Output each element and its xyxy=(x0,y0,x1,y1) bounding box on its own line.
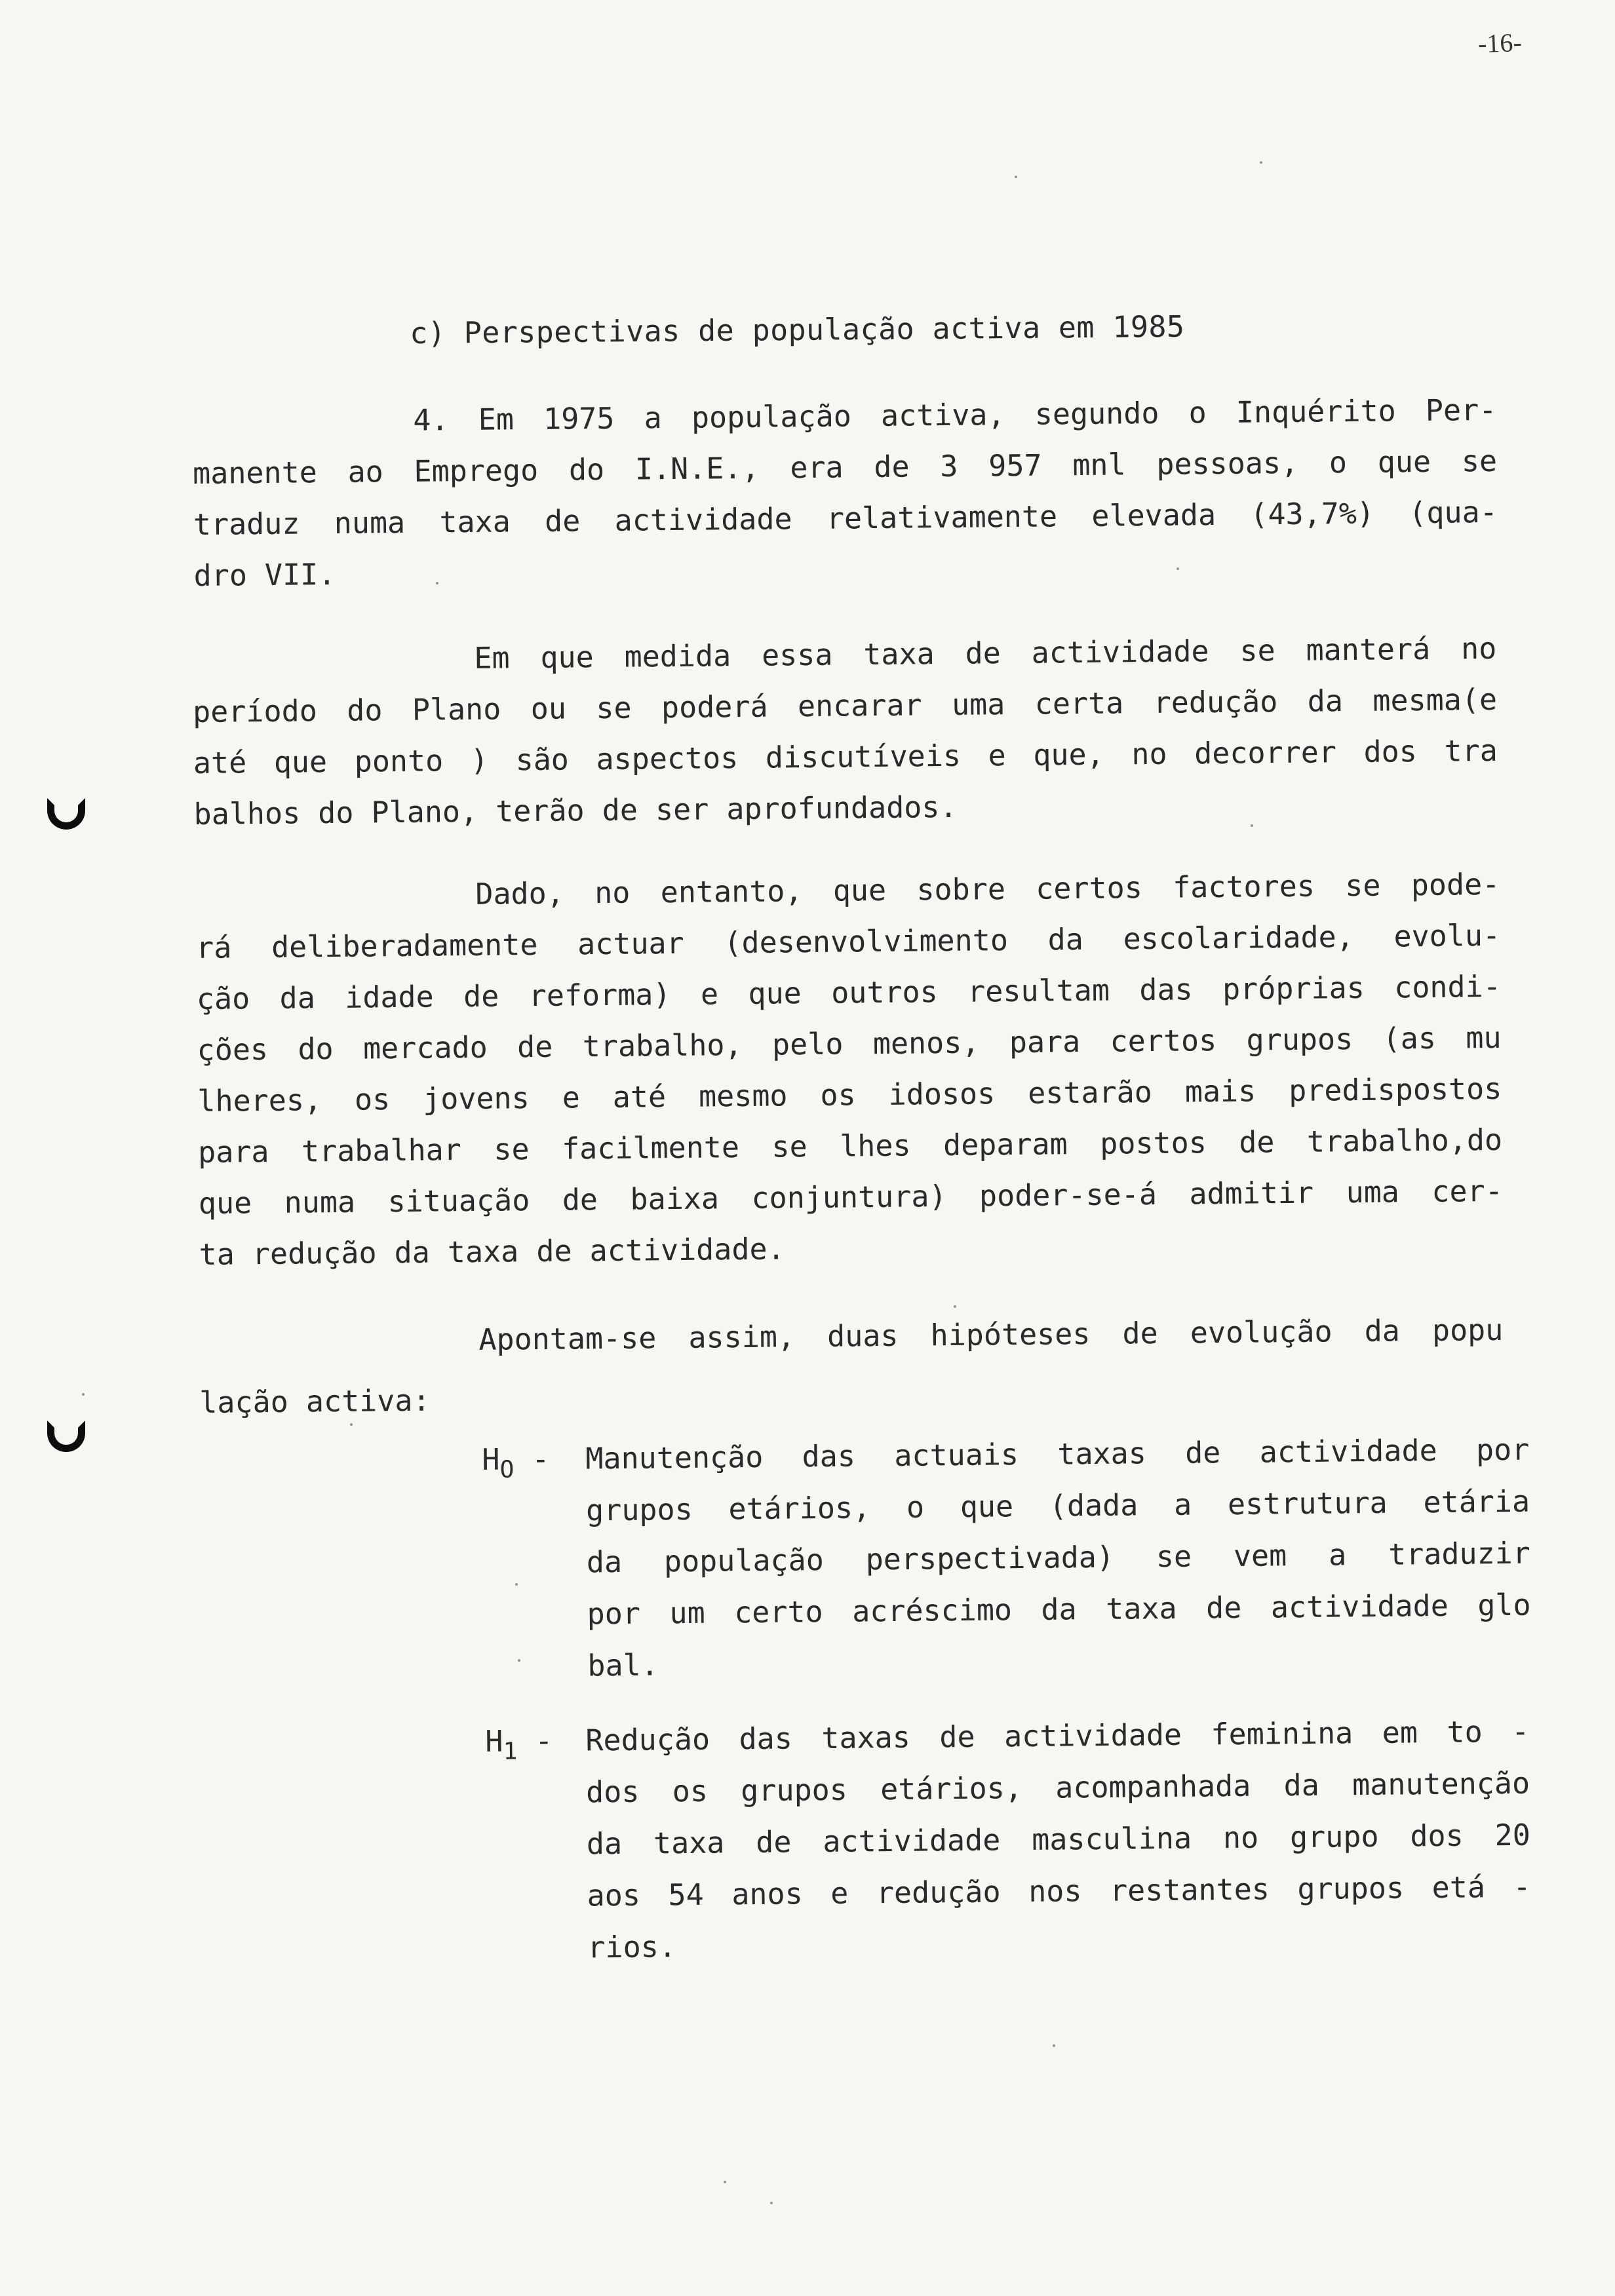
paragraph-line: até que ponto ) são aspectos discutíveis e que, no decorrer dos tra xyxy=(193,733,1498,780)
paragraph-line: ta redução da taxa de actividade. xyxy=(199,1231,785,1272)
scan-speck xyxy=(1177,567,1179,570)
paragraph-line: que numa situação de baixa conjuntura) poder-se-á admitir uma cer- xyxy=(198,1173,1504,1221)
paragraph-line: para trabalhar se facilmente se lhes deparam postos de trabalho,do xyxy=(197,1122,1503,1170)
scan-speck xyxy=(1251,824,1253,827)
hypothesis-label: $H_O$ - xyxy=(482,1442,550,1483)
scan-speck xyxy=(954,1305,956,1308)
paragraph-line: 4. Em 1975 a população activa, segundo o Inquérito Per- xyxy=(413,392,1497,438)
paragraph-line: ções do mercado de trabalho, pelo menos, para certos grupos (as mu xyxy=(197,1020,1502,1067)
paragraph-line: período do Plano ou se poderá encarar uma certa redução da mesma(e xyxy=(192,681,1498,729)
paragraph-2 xyxy=(192,623,1498,840)
paragraph-line: manente ao Emprego do I.N.E., era de 3 957 mnl pessoas, o que se xyxy=(192,443,1498,491)
paragraph-line: Dado, no entanto, que sobre certos factores se pode- xyxy=(475,866,1500,911)
hypothesis-h1 xyxy=(485,1706,1536,1991)
hypothesis-line: da população perspectivada) se vem a traduzir xyxy=(586,1535,1531,1580)
hypothesis-line: por um certo acréscimo da taxa de actividade glo xyxy=(587,1587,1531,1632)
hypothesis-label: $H_1$ - xyxy=(485,1723,553,1765)
paragraph-line: balhos do Plano, terão de ser aprofundados. xyxy=(193,789,958,832)
hypothesis-line: grupos etários, o que (dada a estrutura etária xyxy=(585,1483,1530,1528)
paragraph-line: traduz numa taxa de actividade relativamente elevada (43,7%) (qua- xyxy=(193,494,1498,542)
scan-speck xyxy=(1015,176,1017,178)
scan-speck xyxy=(518,1659,520,1662)
paragraph-3 xyxy=(195,859,1504,1280)
scan-speck xyxy=(1260,161,1262,164)
hypothesis-line: Manutenção das actuais taxas de actividade por xyxy=(585,1432,1530,1476)
punch-hole-mark xyxy=(47,1421,85,1452)
paragraph-line: ção da idade de reforma) e que outros resultam das próprias condi- xyxy=(196,968,1502,1016)
scan-speck xyxy=(350,1423,353,1426)
hypothesis-h0 xyxy=(482,1424,1533,1709)
hypothesis-line: dos os grupos etários, acompanhada da manutenção xyxy=(585,1765,1530,1810)
paragraph-line: Apontam-se assim, duas hipóteses de evolução da popu xyxy=(478,1312,1504,1357)
punch-hole-mark xyxy=(47,798,85,830)
scan-speck xyxy=(770,2202,773,2204)
paragraph-4 xyxy=(199,1300,1504,1433)
hypothesis-text xyxy=(585,1706,1532,1974)
page-number: -16- xyxy=(1477,27,1523,59)
paragraph-line: Em que medida essa taxa de actividade se manterá no xyxy=(474,630,1497,676)
scan-speck xyxy=(1053,2044,1055,2047)
section-heading: c) Perspectivas de população activa em 1985 xyxy=(410,309,1185,351)
scan-speck xyxy=(436,582,438,584)
scan-speck xyxy=(724,2181,726,2183)
hypothesis-line: Redução das taxas de actividade feminina em to - xyxy=(585,1713,1530,1758)
hypothesis-line: bal. xyxy=(587,1647,659,1683)
hypothesis-line: aos 54 anos e redução nos restantes grupos etá - xyxy=(587,1869,1531,1913)
hypothesis-line: da taxa de actividade masculina no grupo dos 20 xyxy=(586,1817,1531,1862)
scan-speck xyxy=(82,1393,85,1396)
paragraph-line: dro VII. xyxy=(193,556,336,593)
paragraph-line: lação activa: xyxy=(199,1383,431,1420)
paragraph-line: lheres, os jovens e até mesmo os idosos estarão mais predispostos xyxy=(197,1071,1502,1119)
hypothesis-text xyxy=(585,1424,1532,1692)
paragraph-1 xyxy=(192,385,1498,602)
scan-speck xyxy=(515,1583,518,1586)
hypothesis-line: rios. xyxy=(587,1929,677,1965)
paragraph-line: rá deliberadamente actuar (desenvolvimento da escolaridade, evolu- xyxy=(195,917,1501,965)
